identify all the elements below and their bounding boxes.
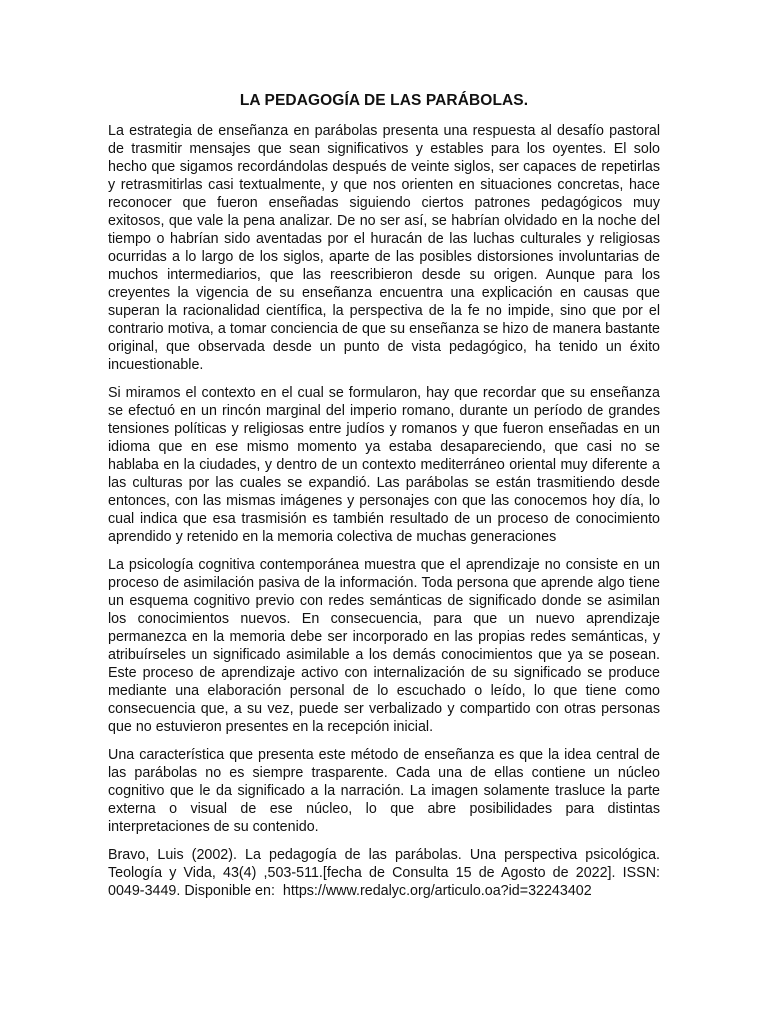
reference-url: https://www.redalyc.org/articulo.oa?id=32243402 bbox=[282, 883, 592, 899]
document-page bbox=[108, 92, 660, 900]
paragraph-3: La psicología cognitiva contemporánea muestra que el aprendizaje no consiste en un proceso de asimilación pasiva de la información. Toda persona que aprende algo tiene un esquema cognitivo previo con redes semánticas de significado donde se asimilan los conocimientos nuevos. En consecuencia, para que un nuevo aprendizaje permanezca en la memoria debe ser incorporado en las propias redes semánticas, y atribuírseles un significado asimilable a los demás conocimientos que ya se posean. Este proceso de aprendizaje activo con internalización de su significado se produce mediante una elaboración personal de lo escuchado o leído, lo que tiene como consecuencia que, a su vez, puede ser verbalizado y compartido con otras personas que no estuvieron presentes en la recepción inicial. bbox=[108, 557, 660, 735]
paragraph-1: La estrategia de enseñanza en parábolas presenta una respuesta al desafío pastoral de trasmitir mensajes que sean significativos y estables para los oyentes. El solo hecho que sigamos recordándolas después de veinte siglos, ser capaces de repetirlas y retrasmitirlas casi textualmente, y que nos orienten en situaciones concretas, hace reconocer que fueron enseñadas siguiendo ciertos patrones pedagógicos muy exitosos, que vale la pena analizar. De no ser así, se habrían olvidado en la noche del tiempo o habrían sido aventadas por el huracán de las luchas culturales y religiosas ocurridas a lo largo de los siglos, aparte de las posibles distorsiones involuntarias de muchos intermediarios, que las reescribieron desde su origen. Aunque para los creyentes la vigencia de su enseñanza encuentra una explicación en causas que superan la racionalidad científica, la perspectiva de la fe no impide, sino que por el contrario motiva, a tomar conciencia de que su enseñanza se hizo de manera bastante original, que observada desde un punto de vista pedagógico, ha tenido un éxito incuestionable. bbox=[108, 123, 660, 373]
document-title: LA PEDAGOGÍA DE LAS PARÁBOLAS. bbox=[239, 92, 529, 109]
reference-text: Bravo, Luis (2002). La pedagogía de las parábolas. Una perspectiva psicológica. Teología y Vida, 43(4) ,503-511.[fecha de Consulta 15 de Agosto de 2022]. ISSN: 0049-3449. Disponible en: bbox=[108, 847, 660, 899]
paragraph-4: Una característica que presenta este método de enseñanza es que la idea central de las parábolas no es siempre trasparente. Cada una de ellas contiene un núcleo cognitivo que le da significado a la narración. La imagen solamente trasluce la parte externa o visual de ese núcleo, lo que abre posibilidades para distintas interpretaciones de su contenido. bbox=[108, 747, 660, 835]
reference-citation bbox=[108, 846, 660, 900]
paragraph-2: Si miramos el contexto en el cual se formularon, hay que recordar que su enseñanza se efectuó en un rincón marginal del imperio romano, durante un período de grandes tensiones políticas y religiosas entre judíos y romanos y que fueron enseñadas en un idioma que en ese mismo momento ya estaba desapareciendo, que casi no se hablaba en la ciudades, y dentro de un contexto mediterráneo oriental muy diferente a las culturas por las cuales se expandió. Las parábolas se están trasmitiendo desde entonces, con las mismas imágenes y personajes con que las conocemos hoy día, lo cual indica que esa trasmisión es también resultado de un proceso de conocimiento aprendido y retenido en la memoria colectiva de muchas generaciones bbox=[108, 385, 660, 545]
